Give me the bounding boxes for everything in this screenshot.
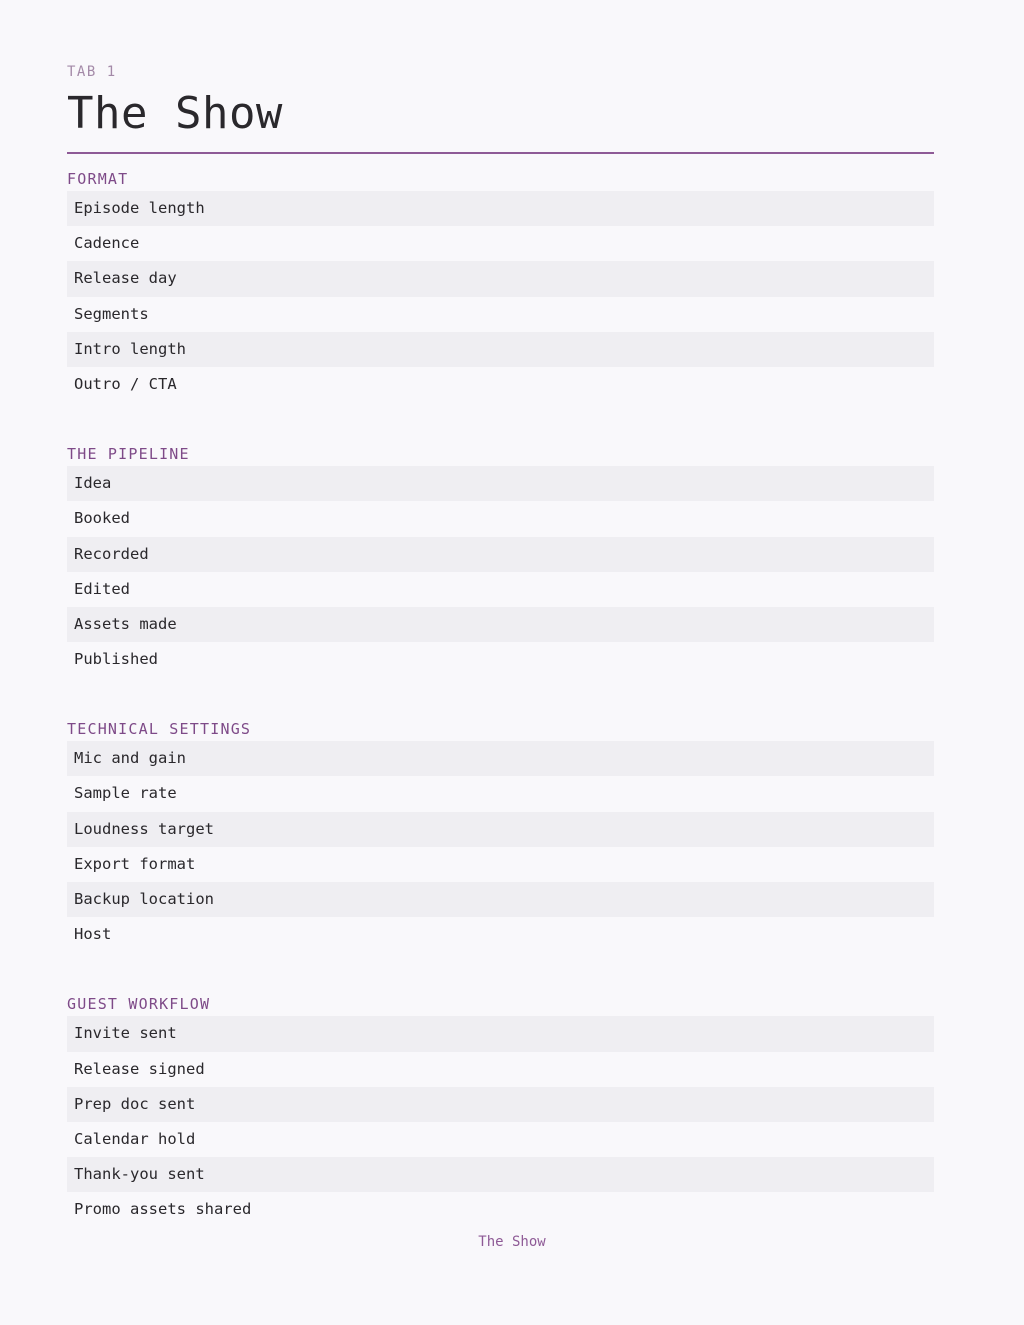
item-list	[67, 191, 934, 402]
list-item: Promo assets shared	[74, 1200, 252, 1219]
list-item: Thank-you sent	[67, 1157, 934, 1192]
page-title: The Show	[67, 88, 283, 139]
list-item: Recorded	[67, 537, 934, 572]
list-item: Invite sent	[67, 1016, 934, 1051]
section-format	[67, 167, 934, 402]
section-pipeline	[67, 442, 934, 677]
list-item: Published	[74, 650, 158, 669]
item-list	[67, 1016, 934, 1227]
item-list	[67, 466, 934, 677]
list-item: Release day	[67, 261, 934, 296]
section-heading: FORMAT	[67, 170, 129, 188]
list-item: Loudness target	[67, 812, 934, 847]
document-page	[67, 62, 934, 1228]
list-item: Segments	[74, 304, 149, 323]
list-item: Release signed	[74, 1059, 205, 1078]
tab-label: TAB 1	[67, 64, 117, 80]
section-guest-workflow	[67, 992, 934, 1227]
list-item: Host	[74, 925, 112, 944]
section-technical-settings	[67, 717, 934, 952]
list-item: Idea	[67, 466, 934, 501]
section-heading: THE PIPELINE	[67, 445, 190, 464]
list-item: Cadence	[74, 234, 140, 253]
list-item: Prep doc sent	[67, 1087, 934, 1122]
list-item: Sample rate	[74, 784, 177, 803]
list-item: Export format	[74, 854, 196, 873]
title-divider	[67, 152, 934, 154]
list-item: Calendar hold	[74, 1129, 196, 1148]
list-item: Assets made	[67, 607, 934, 642]
list-item: Backup location	[67, 882, 934, 917]
section-heading: GUEST WORKFLOW	[67, 995, 211, 1014]
list-item: Episode length	[67, 191, 934, 226]
list-item: Booked	[74, 509, 130, 528]
list-item: Mic and gain	[67, 741, 934, 776]
list-item: Intro length	[67, 332, 934, 367]
section-heading: TECHNICAL SETTINGS	[67, 720, 252, 739]
list-item: Edited	[74, 579, 130, 598]
item-list	[67, 741, 934, 952]
page-footer: The Show	[478, 1234, 546, 1250]
list-item: Outro / CTA	[74, 374, 177, 393]
